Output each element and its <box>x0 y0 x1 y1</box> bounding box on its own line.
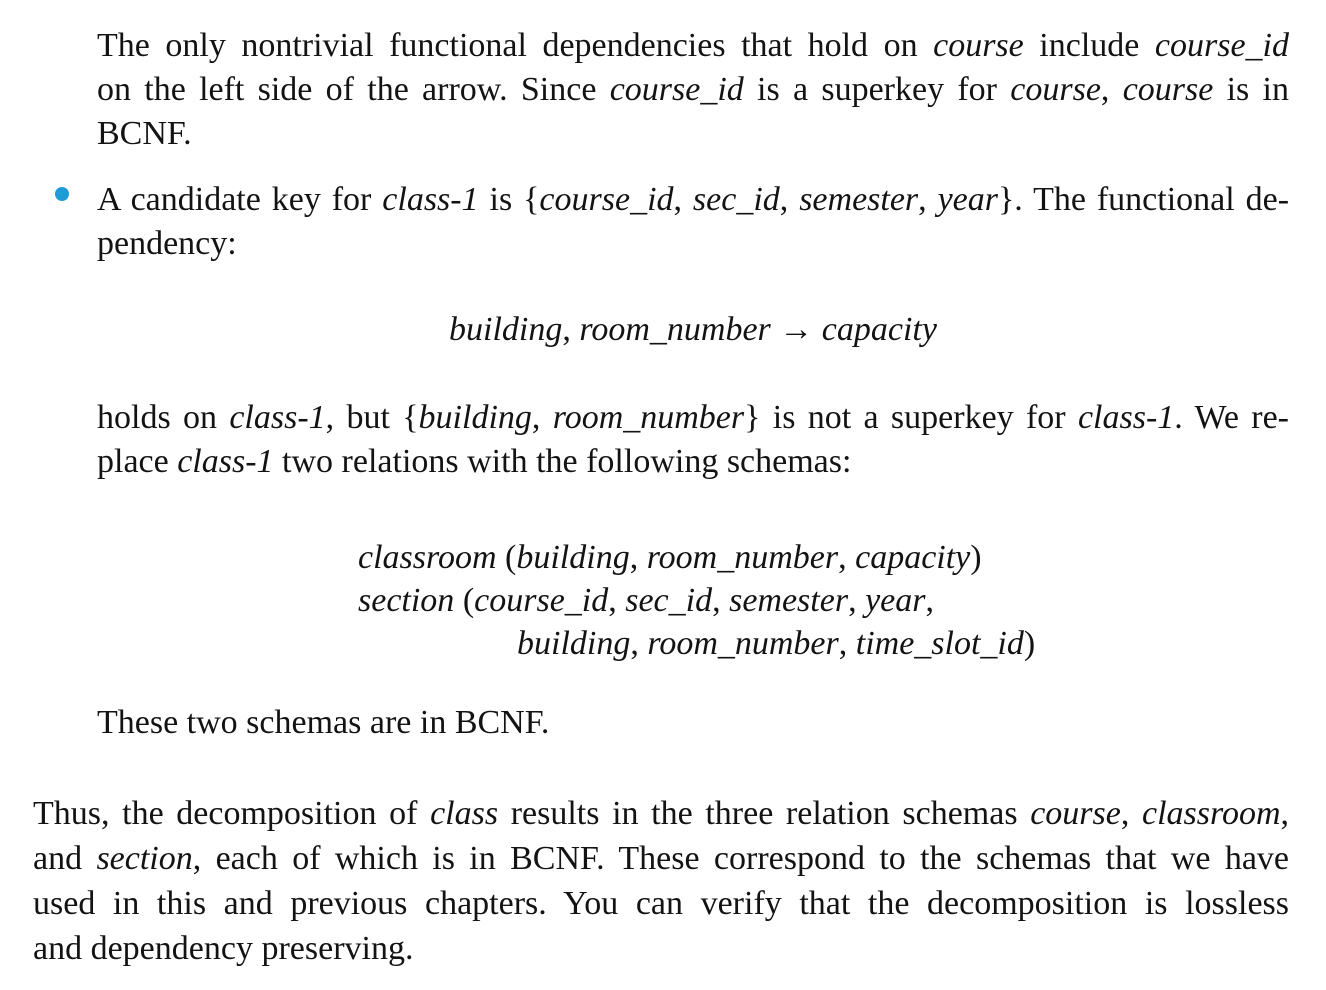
bullet-icon <box>55 187 69 201</box>
text-line: These two schemas are in BCNF. <box>97 704 550 741</box>
text-line: used in this and previous chapters. You can verify that the decomposition is lossless <box>33 885 1289 922</box>
bullet-item-candidate-key <box>97 178 1289 266</box>
text-line: on the left side of the arrow. Since course_id is a superkey for course, course is in <box>97 71 1289 108</box>
bcnf-note <box>97 701 1289 745</box>
text-line: and dependency preserving. <box>33 930 414 967</box>
schema-line-section-continued: building, room_number, time_slot_id) <box>517 625 1036 662</box>
schema-line-section: section (course_id, sec_id, semester, year, <box>358 582 934 619</box>
paragraph-course-bcnf <box>97 24 1289 156</box>
text-line: pendency: <box>97 225 237 262</box>
schema-line-classroom: classroom (building, room_number, capacity) <box>358 539 982 576</box>
text-line: A candidate key for class-1 is {course_id, sec_id, semester, year}. The functional de- <box>97 181 1290 218</box>
text-line: place class-1 two relations with the following schemas: <box>97 443 852 480</box>
text-line: The only nontrivial functional dependencies that hold on course include course_id <box>97 27 1289 64</box>
text-line: Thus, the decomposition of class results in the three relation schemas course, classroom, <box>33 795 1290 832</box>
closing-paragraph <box>33 791 1289 971</box>
schema-block <box>358 536 1178 665</box>
text-line: BCNF. <box>97 115 192 152</box>
functional-dependency-formula <box>97 308 1289 352</box>
formula-line: building, room_number → capacity <box>449 311 937 348</box>
text-line: holds on class-1, but {building, room_number} is not a superkey for class-1. We re- <box>97 399 1289 436</box>
paragraph-holds-on-class1 <box>97 396 1289 484</box>
text-line: and section, each of which is in BCNF. These correspond to the schemas that we have <box>33 840 1289 877</box>
